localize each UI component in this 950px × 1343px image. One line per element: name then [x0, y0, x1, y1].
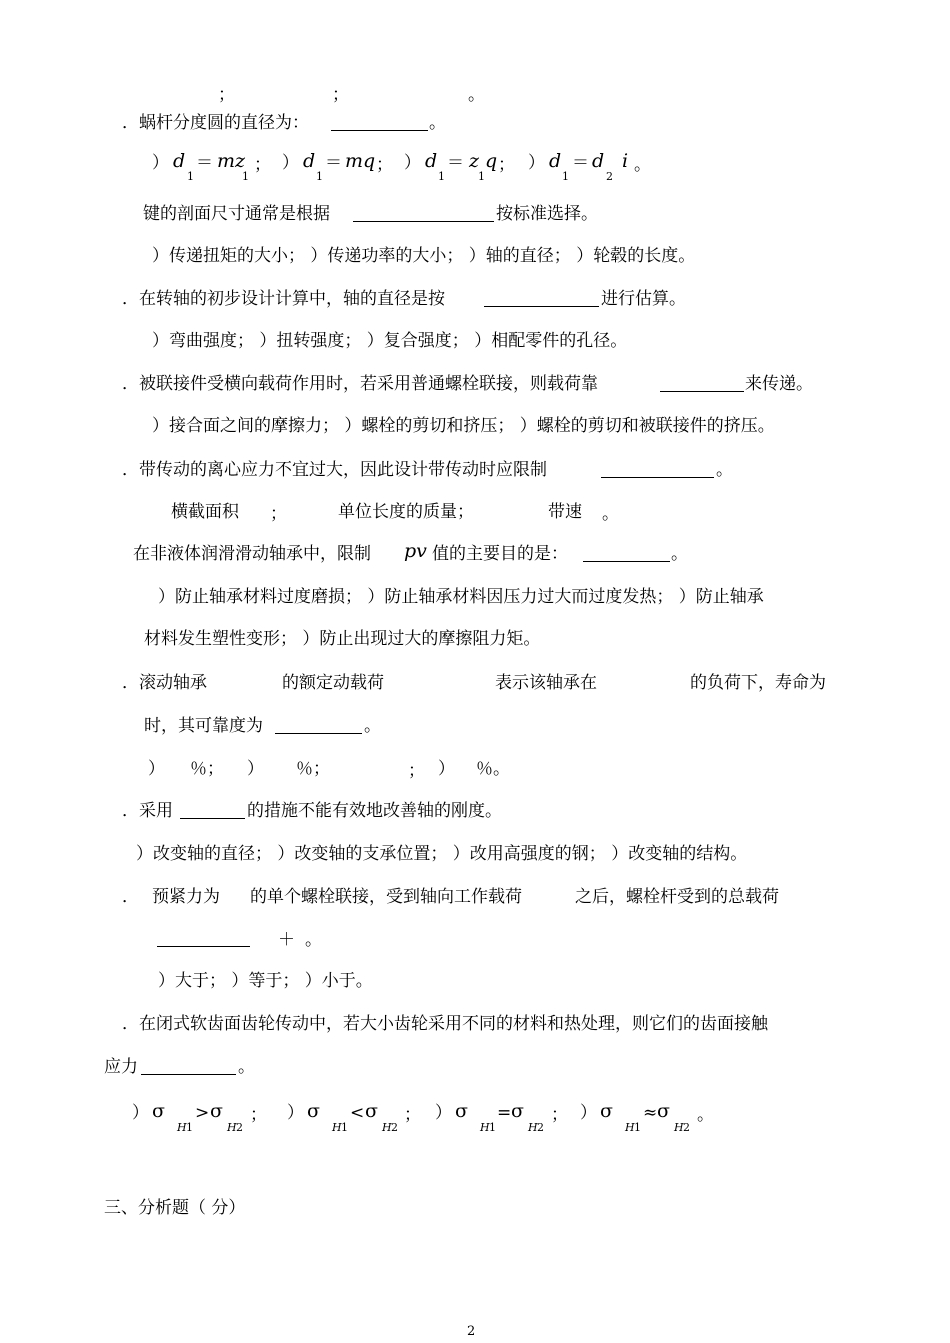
stiffness-prompt-b: 的措施不能有效地改善轴的刚度。	[247, 801, 502, 821]
gear-answer-blank	[141, 1074, 236, 1075]
gear-opt3-paren: ）	[435, 1103, 452, 1123]
gear-opt1-sigma-a: σ	[152, 1100, 165, 1122]
worm-opt3-sep: ；	[498, 155, 515, 175]
worm-opt4-end: 。	[634, 155, 651, 175]
worm-opt3-q: q	[485, 150, 498, 172]
worm-opt3-sub: 1	[438, 170, 445, 183]
shaft-question-suffix: 进行估算。	[601, 289, 686, 309]
gear-question: ．在闭式软齿面齿轮传动中，若大小齿轮采用不同的材料和热处理，则它们的齿面接触	[122, 1014, 768, 1034]
worm-opt2-sub: 1	[316, 170, 323, 183]
belt-question-suffix: 。	[716, 460, 733, 480]
rolling-opt2: ％；	[190, 759, 224, 779]
preload-p1: ．	[122, 887, 139, 907]
worm-opt1-d: d	[173, 150, 186, 172]
key-options: ）传递扭矩的大小； ）传递功率的大小； ）轴的直径； ）轮毂的长度。	[152, 246, 696, 266]
preload-plus: ＋	[278, 930, 295, 950]
rolling-line2-a: 时，其可靠度为	[144, 716, 263, 736]
worm-opt4-paren: ）	[528, 153, 545, 173]
gear-opt2-sigma-a: σ	[307, 1100, 320, 1122]
belt-question: ．带传动的离心应力不宜过大，因此设计带传动时应限制	[122, 460, 547, 480]
gear-opt4-sub-a-n: 1	[634, 1121, 641, 1134]
belt-opt-c-end: 。	[602, 504, 619, 524]
worm-opt3-z-sub: 1	[478, 170, 485, 183]
pv-answer-blank	[583, 561, 670, 562]
rolling-opt6: ）	[438, 759, 455, 779]
top-sep-a: ；	[218, 85, 235, 105]
worm-opt1-sub: 1	[187, 170, 194, 183]
gear-opt2-sub-a-n: 1	[341, 1121, 348, 1134]
pv-options-line1: ）防止轴承材料过度磨损； ）防止轴承材料因压力过大而过度发热； ）防止轴承	[158, 587, 764, 607]
worm-question-end: 。	[429, 113, 446, 133]
rolling-p2: 的额定动载荷	[282, 673, 384, 693]
belt-opt-a: 横截面积	[171, 502, 239, 522]
top-sep-b: ；	[332, 85, 349, 105]
gear-opt3-sigma-b: σ	[511, 1100, 524, 1122]
worm-opt1-sep: ；	[254, 155, 271, 175]
gear-opt3-sub-a-n: 1	[489, 1121, 496, 1134]
section3-title: 三、分析题（ 分）	[104, 1198, 246, 1218]
rolling-answer-blank	[275, 733, 362, 734]
rolling-p1: ．滚动轴承	[122, 673, 207, 693]
gear-opt3-sub-a-h: H	[480, 1121, 490, 1134]
pv-question-suffix: 。	[671, 544, 688, 564]
page-number: 2	[467, 1324, 476, 1339]
gear-opt2-sub-a-h: H	[332, 1121, 342, 1134]
gear-opt4-end: 。	[697, 1105, 714, 1125]
bolt-options: ）接合面之间的摩擦力； ）螺栓的剪切和挤压； ）螺栓的剪切和被联接件的挤压。	[152, 416, 775, 436]
worm-opt3-eq: ＝	[447, 153, 464, 173]
gear-opt2-sigma-b: σ	[365, 1100, 378, 1122]
gear-opt3-sep: ；	[551, 1105, 568, 1125]
gear-opt1-op: >	[195, 1103, 210, 1123]
worm-opt2-rhs: mq	[345, 150, 376, 172]
preload-line2-end: 。	[305, 930, 322, 950]
rolling-p3: 表示该轴承在	[495, 673, 597, 693]
worm-opt4-i: i	[622, 150, 629, 172]
preload-p2: 预紧力为	[152, 887, 220, 907]
gear-line2: 应力	[104, 1057, 138, 1077]
gear-opt4-sub-b-h: H	[674, 1121, 684, 1134]
key-question: 键的剖面尺寸通常是根据	[143, 204, 330, 224]
gear-opt1-sigma-b: σ	[210, 1100, 223, 1122]
worm-opt1-rhs: mz	[217, 150, 246, 172]
gear-opt3-sub-b-n: 2	[537, 1121, 544, 1134]
key-question-suffix: 按标准选择。	[496, 204, 598, 224]
gear-opt4-sub-b-n: 2	[683, 1121, 690, 1134]
worm-opt4-d2-sub: 2	[606, 170, 613, 183]
key-answer-blank	[353, 221, 494, 222]
shaft-question: ．在转轴的初步设计计算中，轴的直径是按	[122, 289, 445, 309]
worm-opt2-d: d	[303, 150, 316, 172]
gear-opt1-sub-a-h: H	[177, 1121, 187, 1134]
worm-opt3-paren: ）	[404, 153, 421, 173]
belt-opt-b: 单位长度的质量；	[338, 502, 474, 522]
worm-opt4-eq: ＝	[572, 153, 589, 173]
worm-opt1-rhs-sub: 1	[242, 170, 249, 183]
pv-options-line2: 材料发生塑性变形； ）防止出现过大的摩擦阻力矩。	[144, 629, 541, 649]
shaft-answer-blank	[484, 306, 599, 307]
stiffness-answer-blank	[180, 818, 245, 819]
worm-opt3-d: d	[425, 150, 438, 172]
rolling-opt4: ％；	[296, 759, 330, 779]
worm-opt1-paren: ）	[152, 153, 169, 173]
pv-question-b: 值的主要目的是：	[432, 544, 568, 564]
worm-opt2-sep: ；	[376, 155, 393, 175]
worm-answer-blank	[331, 130, 428, 131]
preload-options: ）大于； ）等于； ）小于。	[158, 971, 373, 991]
gear-opt1-sub-b-h: H	[227, 1121, 237, 1134]
rolling-opt1: ）	[148, 759, 165, 779]
worm-opt4-sub: 1	[562, 170, 569, 183]
gear-opt4-sigma-a: σ	[600, 1100, 613, 1122]
belt-opt-a-end: ；	[270, 504, 287, 524]
gear-opt3-op: =	[497, 1103, 512, 1123]
worm-opt3-z: z	[469, 150, 480, 172]
gear-opt2-paren: ）	[287, 1103, 304, 1123]
gear-opt4-paren: ）	[580, 1103, 597, 1123]
gear-opt4-sigma-b: σ	[657, 1100, 670, 1122]
rolling-opt5: ；	[408, 761, 425, 781]
rolling-p4: 的负荷下，寿命为	[690, 673, 826, 693]
gear-opt1-sub-b-n: 2	[236, 1121, 243, 1134]
rolling-opt3: ）	[247, 759, 264, 779]
gear-opt4-sub-a-h: H	[625, 1121, 635, 1134]
bolt-question: ．被联接件受横向载荷作用时，若采用普通螺栓联接，则载荷靠	[122, 374, 598, 394]
gear-opt2-sub-b-n: 2	[391, 1121, 398, 1134]
gear-opt3-sigma-a: σ	[455, 1100, 468, 1122]
preload-answer-blank	[157, 946, 250, 947]
gear-opt1-paren: ）	[132, 1103, 149, 1123]
gear-opt2-op: <	[350, 1103, 365, 1123]
bolt-answer-blank	[660, 391, 744, 392]
pv-symbol: pv	[404, 540, 427, 562]
worm-opt2-paren: ）	[282, 153, 299, 173]
gear-opt4-op: ≈	[643, 1103, 658, 1123]
worm-opt2-eq: ＝	[325, 153, 342, 173]
worm-opt4-d: d	[549, 150, 562, 172]
preload-p4: 之后，螺栓杆受到的总载荷	[575, 887, 779, 907]
worm-opt1-eq: ＝	[196, 153, 213, 173]
gear-opt3-sub-b-h: H	[528, 1121, 538, 1134]
belt-answer-blank	[601, 477, 714, 478]
worm-question: ．蜗杆分度圆的直径为：	[122, 113, 309, 133]
gear-opt2-sep: ；	[404, 1105, 421, 1125]
preload-p3: 的单个螺栓联接，受到轴向工作载荷	[250, 887, 522, 907]
gear-opt2-sub-b-h: H	[382, 1121, 392, 1134]
top-end: 。	[468, 85, 485, 105]
stiffness-prompt-a: ．采用	[122, 801, 173, 821]
rolling-line2-b: 。	[364, 716, 381, 736]
gear-line2-end: 。	[238, 1057, 255, 1077]
shaft-options: ）弯曲强度； ）扭转强度； ）复合强度； ）相配零件的孔径。	[152, 331, 628, 351]
belt-opt-c: 带速	[548, 502, 582, 522]
pv-question-a: 在非液体润滑滑动轴承中，限制	[133, 544, 371, 564]
stiffness-options: ）改变轴的直径； ）改变轴的支承位置； ）改用高强度的钢； ）改变轴的结构。	[136, 844, 748, 864]
bolt-question-suffix: 来传递。	[745, 374, 813, 394]
rolling-opt7: ％。	[476, 759, 510, 779]
gear-opt1-sep: ；	[250, 1105, 267, 1125]
gear-opt1-sub-a-n: 1	[186, 1121, 193, 1134]
worm-opt4-d2: d	[592, 150, 605, 172]
